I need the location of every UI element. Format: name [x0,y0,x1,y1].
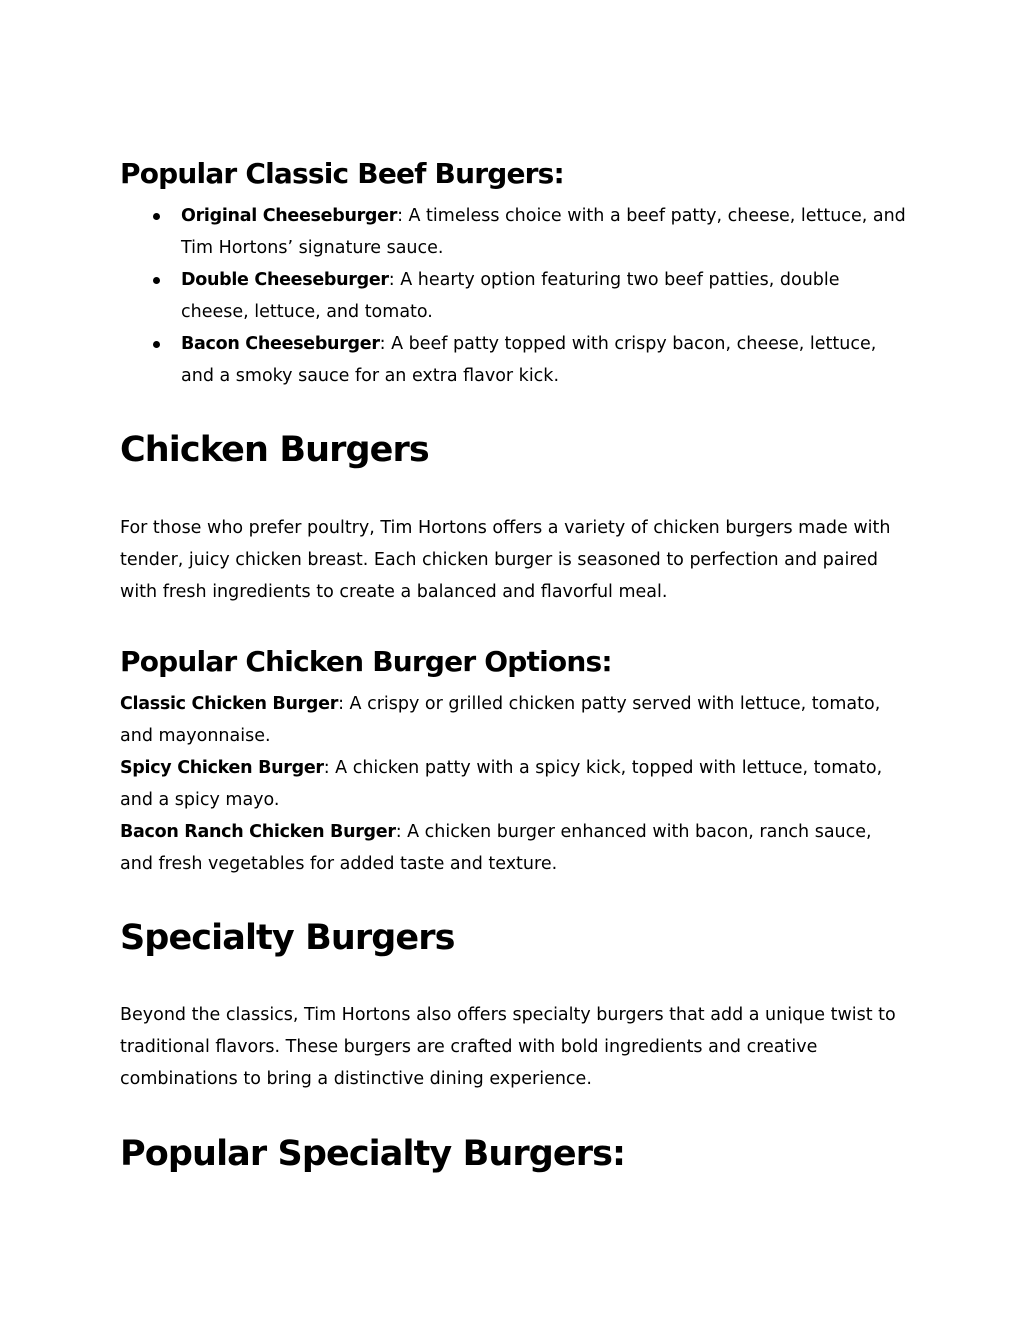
chicken-burgers-title: Chicken Burgers [120,430,429,470]
specialty-burgers-title: Specialty Burgers [120,918,455,958]
chicken-options-heading: Popular Chicken Burger Options: [120,645,612,678]
item-description: : A chicken burger enhanced with bacon, ranch sauce, and fresh vegetables for added taste and texture. [120,822,872,874]
list-item [120,264,910,328]
bullet-icon [153,213,160,220]
item-name: Spicy Chicken Burger [120,758,324,778]
item-name: Original Cheeseburger [181,206,398,226]
list-item [120,752,910,816]
item-description: : A timeless choice with a beef patty, cheese, lettuce, and Tim Hortons’ signature sauce. [181,206,906,258]
item-description: : A beef patty topped with crispy bacon, cheese, lettuce, and a smoky sauce for an extra flavor kick. [181,334,877,386]
item-description: : A hearty option featuring two beef patties, double cheese, lettuce, and tomato. [181,270,840,322]
popular-specialty-heading: Popular Specialty Burgers: [120,1134,626,1174]
item-name: Bacon Cheeseburger [181,334,380,354]
item-description: : A chicken patty with a spicy kick, topped with lettuce, tomato, and a spicy mayo. [120,758,883,810]
list-item [120,200,910,264]
item-name: Classic Chicken Burger [120,694,339,714]
list-item [120,688,910,752]
specialty-burgers-intro: Beyond the classics, Tim Hortons also offers specialty burgers that add a unique twist to traditional flavors. These burgers are crafted with bold ingredients and creative combinations to bring a distinctive dining experience. [120,1005,896,1089]
bullet-icon [153,277,160,284]
bullet-icon [153,341,160,348]
item-name: Double Cheeseburger [181,270,389,290]
beef-burgers-heading: Popular Classic Beef Burgers: [120,157,564,190]
list-item [120,328,910,392]
item-name: Bacon Ranch Chicken Burger [120,822,396,842]
beef-burgers-list [120,200,910,392]
list-item [120,816,910,880]
chicken-options-list [120,688,910,880]
chicken-burgers-intro: For those who prefer poultry, Tim Hortons offers a variety of chicken burgers made with tender, juicy chicken breast. Each chicken burger is seasoned to perfection and paired with fresh ingredients to create a balanced and flavorful meal. [120,518,891,602]
item-description: : A crispy or grilled chicken patty served with lettuce, tomato, and mayonnaise. [120,694,881,746]
